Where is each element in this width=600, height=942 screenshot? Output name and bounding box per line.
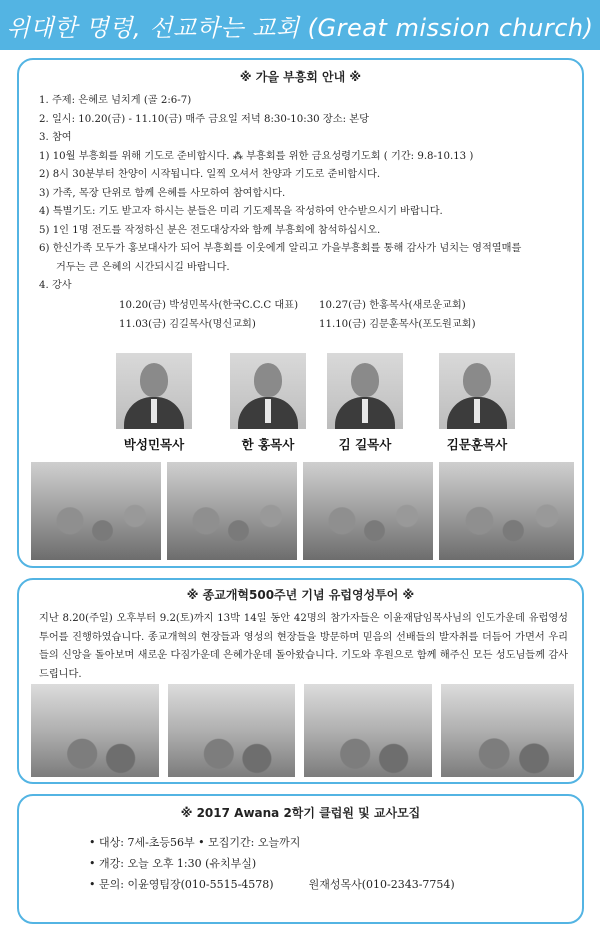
banner-title: 위대한 명령, 선교하는 교회 (Great mission church) [6, 13, 594, 42]
revival-line: 4) 특별기도: 기도 받고자 하시는 분들은 미리 기도제목을 작성하여 안수받으시기 바랍니다. [39, 206, 443, 217]
awana-start: • 개강: 오늘 오후 1:30 (유치부실) [89, 857, 257, 870]
revival-photos [31, 462, 574, 560]
worship-photo [167, 462, 297, 560]
revival-line: 4. 강사 [39, 280, 72, 291]
revival-section [17, 58, 584, 568]
speaker-photo [230, 353, 306, 429]
revival-line: 6) 한신가족 모두가 홍보대사가 되어 부흥회를 이웃에게 알리고 가을부흥회를 통해 감사가 넘치는 영적열매를 [39, 243, 522, 254]
speaker-photo [116, 353, 192, 429]
tour-photo [31, 684, 159, 777]
revival-line: 2. 일시: 10.20(금) - 11.10(금) 매주 금요일 저녁 8:30-10:30 장소: 본당 [39, 113, 369, 125]
awana-section [17, 794, 584, 924]
speaker-name: 김문훈목사 [446, 437, 508, 452]
speaker-entry: 10.20(금) 박성민목사(한국C.C.C 대표) [119, 300, 299, 311]
speaker-row [119, 296, 559, 315]
worship-photo [31, 462, 161, 560]
revival-line: 2) 8시 30분부터 찬양이 시작됩니다. 일찍 오셔서 찬양과 기도로 준비합시다. [39, 169, 381, 180]
speaker-photo [327, 353, 403, 429]
speaker-portraits [19, 353, 582, 453]
speaker-entry: 11.03(금) 김길목사(명신교회) [119, 319, 256, 330]
revival-line: 1. 주제: 은혜로 넘치게 (골 2:6-7) [39, 95, 192, 106]
page-banner [0, 0, 600, 50]
speaker-entry: 11.10(금) 김문훈목사(포도원교회) [319, 319, 476, 330]
revival-line: 5) 1인 1명 전도를 작정하신 분은 전도대상자와 함께 부흥회에 참석하십시오. [39, 224, 381, 236]
tour-photo [441, 684, 574, 777]
revival-line: 3. 참여 [39, 132, 72, 143]
tour-photos [31, 684, 574, 777]
revival-title: ※ 가을 부흥회 안내 ※ [239, 70, 362, 84]
worship-photo [439, 462, 574, 560]
awana-line [89, 832, 455, 853]
awana-details [89, 832, 455, 895]
awana-line [89, 853, 455, 874]
tour-description: 지난 8.20(주일) 오후부터 9.2(토)까지 13박 14일 동안 42명의 참가자들은 이윤재담임목사님의 인도가운데 유럽영성투어를 진행하였습니다. 종교개혁의 현장들과 영성의 현장들을 방문하며 믿음의 선배들의 발자취를 더듬어 가면서 우리들의 신앙을 돌아보며 새로운 다짐가운데 은혜가운데 돌아왔습니다. 기도와 후원으로 함께 해주신 모든 성도님들께 감사드립니다. [39, 613, 568, 680]
revival-line: 거두는 큰 은혜의 시간되시길 바랍니다. [56, 261, 230, 273]
speaker-name: 한 홍목사 [241, 437, 295, 452]
speaker-schedule [119, 296, 559, 334]
awana-target: • 대상: 7세-초등56부 [89, 836, 195, 849]
awana-contact: 원재성목사(010-2343-7754) [308, 878, 455, 891]
tour-photo [168, 684, 295, 777]
revival-line: 3) 가족, 목장 단위로 함께 은혜를 사모하여 참여합시다. [39, 187, 286, 199]
awana-contact: • 문의: 이윤영팀장(010-5515-4578) [89, 878, 274, 891]
revival-line: 1) 10월 부흥회를 위해 기도로 준비합시다. ⁂ 부흥회를 위한 금요성령기도회 ( 기간: 9.8-10.13 ) [39, 150, 474, 162]
speaker-name: 박성민목사 [123, 437, 185, 452]
speaker-entry: 10.27(금) 한홍목사(새로운교회) [319, 300, 466, 311]
awana-title: ※ 2017 Awana 2학기 클럽원 및 교사모집 [180, 806, 421, 820]
worship-photo [303, 462, 433, 560]
awana-line [89, 874, 455, 895]
speaker-name: 김 길목사 [338, 437, 392, 452]
speaker-row [119, 315, 559, 334]
awana-period: • 모집기간: 오늘까지 [198, 836, 301, 849]
speaker-photo [439, 353, 515, 429]
tour-photo [304, 684, 432, 777]
tour-section [17, 578, 584, 784]
revival-details [39, 92, 570, 296]
tour-title: ※ 종교개혁500주년 기념 유럽영성투어 ※ [186, 588, 415, 602]
